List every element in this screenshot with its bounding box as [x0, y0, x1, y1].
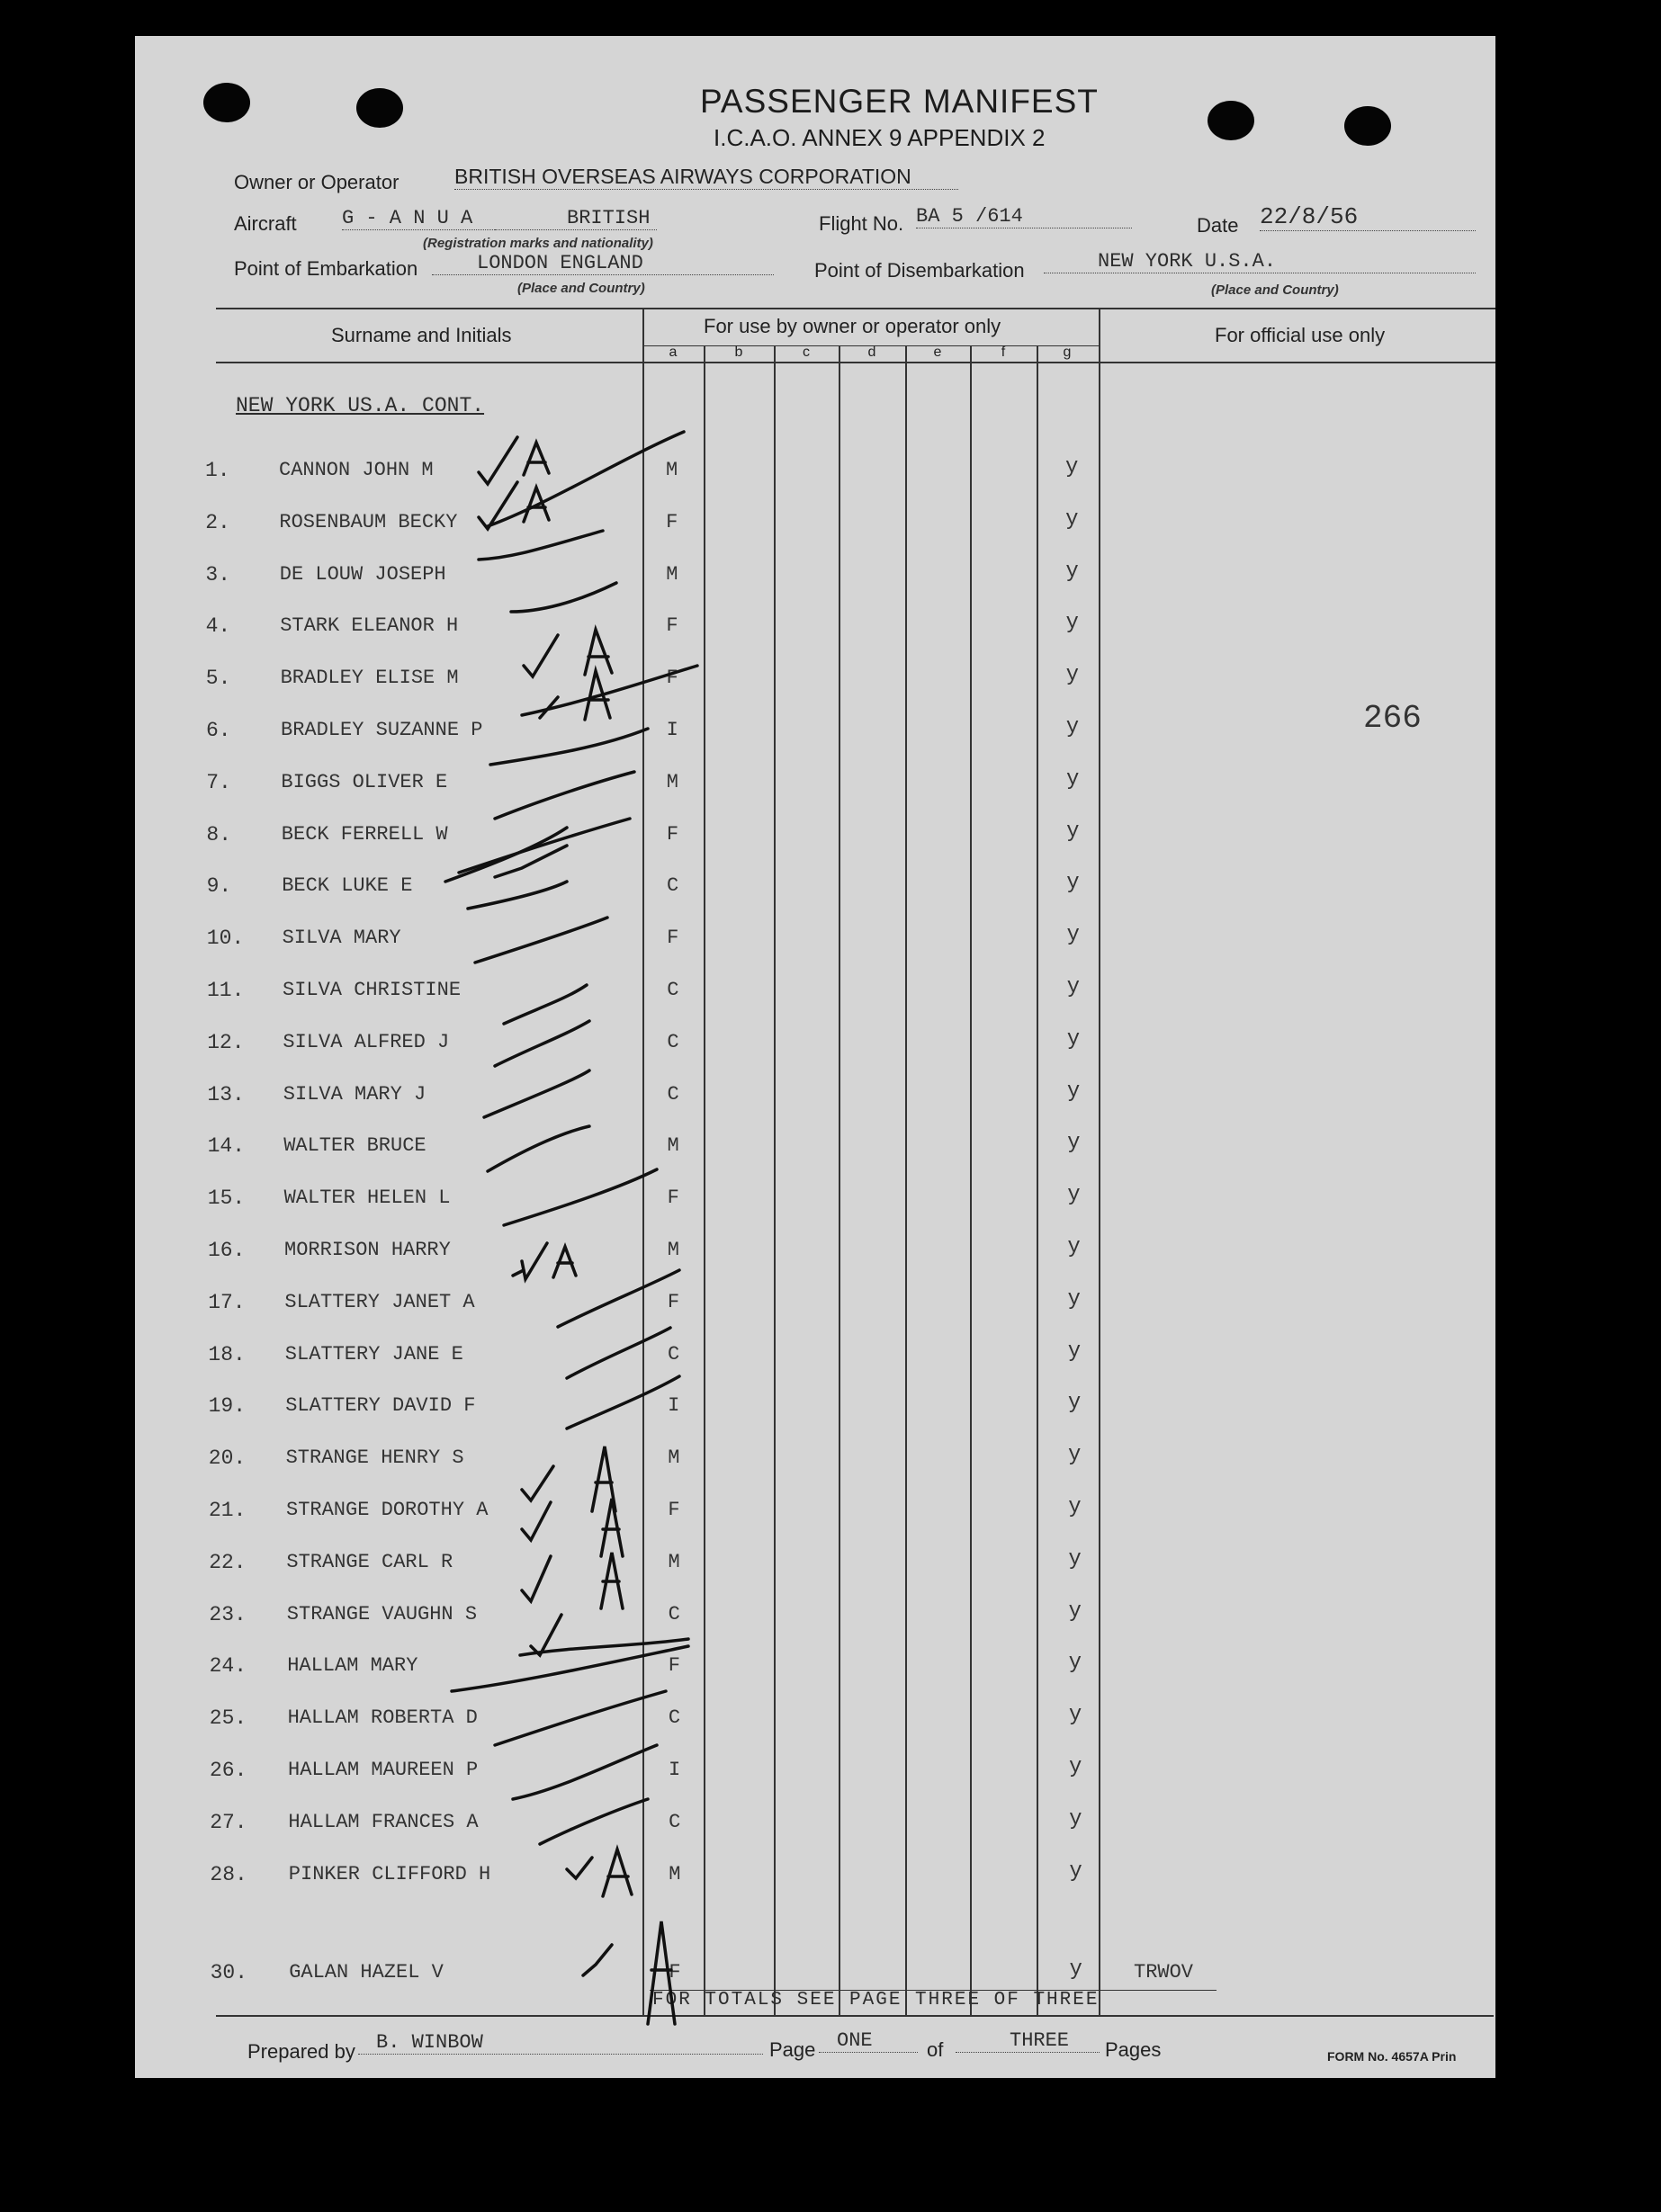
row-number: 26. [210, 1759, 247, 1782]
col-g-mark: y [1069, 1806, 1082, 1831]
embarkation-label: Point of Embarkation [234, 257, 418, 280]
sub-col-a: a [669, 345, 678, 360]
passenger-category: M [666, 562, 678, 586]
col-g-mark: y [1065, 766, 1080, 792]
passenger-category: F [667, 1290, 680, 1313]
official-mark: TRWOV [1134, 1961, 1194, 1984]
passenger-category: C [667, 1082, 679, 1106]
passenger-name: DE LOUW JOSEPH [279, 562, 446, 586]
passenger-name: WALTER BRUCE [283, 1134, 426, 1158]
col-g-mark: y [1069, 1957, 1082, 1982]
row-number: 28. [210, 1862, 247, 1886]
col-g-mark: y [1066, 819, 1080, 844]
form-number: FORM No. 4657A Prin [1327, 2049, 1457, 2064]
passenger-category: C [668, 1602, 680, 1625]
aircraft-nationality: BRITISH [495, 207, 657, 230]
row-number: 4. [205, 614, 231, 639]
col-header-official: For official use only [1215, 324, 1386, 346]
passenger-category: I [668, 1394, 680, 1418]
row-number: 19. [208, 1394, 247, 1419]
row-number: 11. [207, 979, 245, 1002]
row-number: 3. [205, 562, 230, 587]
col-g-mark: y [1066, 975, 1080, 999]
passenger-category: F [666, 822, 679, 846]
passenger-category: C [667, 1030, 679, 1053]
passenger-name: CANNON JOHN M [279, 459, 434, 481]
sub-col-g: g [1063, 345, 1072, 360]
row-number: 25. [209, 1706, 247, 1731]
row-number: 17. [208, 1290, 246, 1314]
sub-col-b: b [734, 345, 743, 360]
passenger-category: M [667, 1134, 679, 1158]
row-number: 30. [210, 1961, 248, 1984]
flight-label: Flight No. [819, 212, 904, 235]
aircraft-label: Aircraft [234, 212, 297, 235]
passenger-name: BRADLEY ELISE M [280, 667, 459, 690]
aircraft-registration: G - A N U A [342, 207, 495, 230]
sub-col-d: d [867, 345, 876, 360]
embarkation-note: (Place and Country) [517, 281, 645, 296]
col-g-mark: y [1065, 715, 1080, 739]
passenger-category: C [667, 979, 679, 1001]
passenger-category: C [668, 1706, 681, 1730]
disembarkation-value: NEW YORK U.S.A. [1044, 250, 1476, 273]
row-number: 8. [206, 822, 231, 846]
sub-col-f: f [1001, 345, 1006, 360]
col-g-mark: y [1067, 1339, 1082, 1364]
row-number: 5. [205, 667, 231, 691]
row-number: 9. [206, 874, 232, 899]
col-g-mark: y [1068, 1443, 1082, 1468]
col-g-mark: y [1065, 663, 1080, 688]
col-g-mark: y [1067, 1183, 1081, 1208]
passenger-category: M [666, 770, 678, 793]
page-value: ONE [819, 2029, 918, 2053]
page-title: PASSENGER MANIFEST [700, 83, 1099, 120]
prepared-label: Prepared by [247, 2040, 355, 2063]
col-g-mark: y [1067, 1131, 1081, 1156]
row-number: 15. [207, 1187, 246, 1211]
row-number: 20. [208, 1446, 247, 1471]
disembarkation-label: Point of Disembarkation [814, 259, 1025, 282]
row-number: 2. [205, 510, 230, 534]
row-number: 18. [208, 1342, 246, 1366]
col-g-mark: y [1068, 1546, 1082, 1572]
passenger-category: F [666, 667, 678, 690]
col-header-owner: For use by owner or operator only [704, 315, 1001, 337]
passenger-name: STRANGE VAUGHN S [286, 1602, 478, 1625]
col-g-mark: y [1067, 1235, 1081, 1259]
row-number: 24. [209, 1654, 247, 1679]
passenger-name: HALLAM FRANCES A [288, 1810, 479, 1833]
col-header-name: Surname and Initials [331, 324, 512, 346]
aircraft-note: (Registration marks and nationality) [423, 236, 653, 251]
passenger-name: STARK ELEANOR H [280, 614, 459, 638]
passenger-category: F [669, 1961, 681, 1984]
official-note: 266 [1363, 700, 1422, 737]
row-number: 6. [206, 719, 231, 742]
passenger-name: BECK FERRELL W [281, 822, 448, 846]
passenger-category: M [668, 1446, 680, 1470]
col-g-mark: y [1066, 923, 1080, 948]
passenger-category: F [667, 1187, 679, 1210]
col-g-mark: y [1069, 1858, 1082, 1884]
prepared-value: B. WINBOW [358, 2031, 763, 2055]
passenger-name: PINKER CLIFFORD H [288, 1862, 491, 1885]
col-g-mark: y [1065, 559, 1079, 584]
passenger-category: C [668, 1342, 680, 1366]
passenger-name: HALLAM MARY [287, 1654, 418, 1678]
totals-note: FOR TOTALS SEE PAGE THREE OF THREE [652, 1990, 1100, 2011]
manifest-sheet [135, 36, 1495, 2078]
section-heading: NEW YORK US.A. CONT. [236, 394, 485, 417]
col-g-mark: y [1068, 1703, 1082, 1728]
row-number: 23. [209, 1602, 247, 1626]
passenger-category: M [668, 1550, 680, 1573]
passenger-category: F [667, 927, 679, 950]
row-number: 10. [206, 927, 245, 951]
passenger-name: SLATTERY DAVID F [285, 1394, 476, 1418]
col-g-mark: y [1065, 506, 1079, 532]
passenger-category: I [669, 1759, 681, 1781]
row-number: 16. [208, 1239, 246, 1262]
embarkation-value: LONDON ENGLAND [432, 252, 774, 275]
flight-value: BA 5 /614 [916, 205, 1132, 228]
passenger-name: SLATTERY JANET A [284, 1290, 475, 1313]
passenger-name: BECK LUKE E [282, 874, 413, 898]
passenger-name: SLATTERY JANE E [284, 1342, 463, 1366]
passenger-name: BIGGS OLIVER E [281, 770, 448, 793]
col-g-mark: y [1067, 1286, 1081, 1312]
passenger-name: ROSENBAUM BECKY [279, 510, 458, 533]
col-g-mark: y [1068, 1651, 1082, 1676]
col-g-mark: y [1066, 1079, 1081, 1104]
passenger-name: MORRISON HARRY [284, 1239, 451, 1261]
col-g-mark: y [1065, 455, 1079, 479]
row-number: 12. [207, 1030, 245, 1054]
passenger-name: WALTER HELEN L [283, 1187, 451, 1210]
owner-value: BRITISH OVERSEAS AIRWAYS CORPORATION [454, 165, 958, 190]
row-number: 22. [209, 1550, 247, 1574]
passenger-name: BRADLEY SUZANNE P [281, 719, 483, 741]
date-value: 22/8/56 [1260, 203, 1476, 231]
row-number: 1. [205, 459, 230, 482]
page-subtitle: I.C.A.O. ANNEX 9 APPENDIX 2 [714, 124, 1046, 151]
row-number: 27. [210, 1810, 247, 1834]
col-g-mark: y [1066, 871, 1080, 896]
page-label: Page [769, 2038, 816, 2061]
col-g-mark: y [1067, 1391, 1082, 1416]
of-label: of [927, 2038, 944, 2061]
passenger-name: STRANGE HENRY S [285, 1446, 464, 1470]
passenger-name: STRANGE DOROTHY A [286, 1499, 489, 1521]
passenger-name: SILVA CHRISTINE [283, 979, 462, 1001]
sub-col-e: e [933, 345, 942, 360]
of-value: THREE [956, 2029, 1100, 2053]
col-g-mark: y [1068, 1599, 1082, 1624]
row-number: 7. [206, 770, 231, 794]
col-g-mark: y [1066, 1026, 1081, 1052]
row-number: 14. [207, 1134, 246, 1159]
passenger-category: M [667, 1239, 679, 1261]
passenger-category: C [669, 1810, 681, 1833]
date-label: Date [1197, 214, 1239, 237]
sub-col-c: c [803, 345, 810, 360]
handwritten-marks [135, 36, 1495, 2078]
pages-label: Pages [1105, 2038, 1162, 2061]
col-g-mark: y [1068, 1495, 1082, 1519]
passenger-name: SILVA MARY J [283, 1082, 426, 1106]
passenger-name: SILVA MARY [282, 927, 401, 950]
passenger-name: HALLAM ROBERTA D [287, 1706, 478, 1730]
row-number: 21. [209, 1499, 247, 1522]
passenger-name: HALLAM MAUREEN P [288, 1759, 479, 1781]
passenger-category: M [666, 459, 678, 481]
passenger-category: C [666, 874, 679, 898]
passenger-name: STRANGE CARL R [286, 1550, 453, 1573]
passenger-name: GALAN HAZEL V [289, 1961, 444, 1984]
passenger-category: M [669, 1862, 681, 1885]
passenger-category: F [666, 510, 678, 533]
owner-label: Owner or Operator [234, 171, 400, 193]
col-g-mark: y [1069, 1755, 1082, 1779]
passenger-name: SILVA ALFRED J [283, 1030, 450, 1053]
disembarkation-note: (Place and Country) [1211, 282, 1339, 298]
passenger-category: F [668, 1499, 680, 1521]
col-g-mark: y [1065, 611, 1079, 636]
passenger-category: I [666, 719, 678, 741]
row-number: 13. [207, 1082, 245, 1106]
passenger-category: F [666, 614, 678, 638]
passenger-category: F [668, 1654, 680, 1678]
